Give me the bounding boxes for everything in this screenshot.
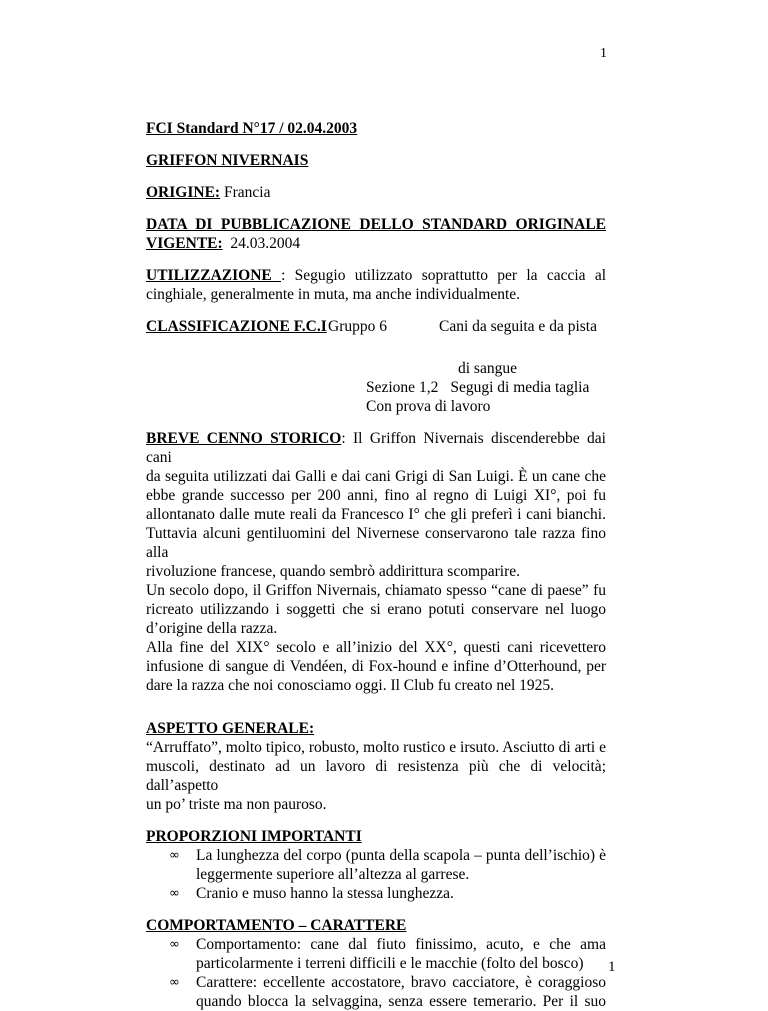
document-body (146, 119, 606, 1011)
history-label: BREVE CENNO STORICO (146, 430, 342, 447)
breed-name: GRIFFON NIVERNAIS (146, 152, 309, 169)
classification-label: CLASSIFICAZIONE F.C.I (146, 318, 327, 335)
classification-section (146, 317, 606, 416)
proportions-section (146, 827, 606, 903)
general-appearance-line: un po’ triste ma non pauroso. (146, 796, 327, 813)
list-item-text: Cranio e muso hanno la stessa lunghezza. (196, 885, 454, 902)
list-item-text: Comportamento: cane dal fiuto finissimo, acuto, e che ama (196, 936, 606, 953)
classification-group: Gruppo 6 (328, 318, 387, 335)
utilization-label: UTILIZZAZIONE (146, 267, 282, 284)
history-line: ricreato utilizzando i soggetti che si erano potuti conservare nel luogo (146, 601, 606, 618)
history-line: d’origine della razza. (146, 620, 278, 637)
list-item (169, 884, 606, 903)
history-line: ebbe grande successo per 200 anni, fino al regno di Luigi XI°, poi fu (146, 487, 606, 504)
history-line: infusione di sangue di Vendéen, di Fox-hound e infine d’Otterhound, per (146, 658, 606, 675)
classification-section-desc: Segugi di media taglia (450, 379, 590, 396)
list-item-text: particolarmente i terreni difficili e le macchie (folto del bosco) (196, 955, 584, 972)
history-line: Un secolo dopo, il Griffon Nivernais, chiamato spesso “cane di paese” fu (146, 582, 606, 599)
list-item-text: La lunghezza del corpo (punta della scapola – punta dell’ischio) è (196, 847, 606, 864)
list-item-text: Carattere: eccellente accostatore, bravo cacciatore, è coraggioso (196, 974, 606, 991)
list-item (169, 935, 606, 973)
general-appearance-section (146, 719, 606, 814)
history-line: rivoluzione francese, quando sembrò addirittura scomparire. (146, 563, 521, 580)
behavior-label: COMPORTAMENTO – CARATTERE (146, 917, 407, 934)
page-number-top: 1 (600, 46, 607, 61)
publication-value: 24.03.2004 (230, 235, 301, 252)
history-line: Alla fine del XIX° secolo e all’inizio del XX°, questi cani ricevettero (146, 639, 606, 656)
classification-group-desc: Cani da seguita e da pista (439, 318, 597, 335)
history-line: Tuttavia alcuni gentiluomini del Nivernese conservarono tale razza fino alla (146, 525, 606, 561)
history-line: : Il Griffon Nivernais discenderebbe dai cani (146, 430, 606, 466)
proportions-list (146, 846, 606, 903)
utilization-section (146, 266, 606, 304)
utilization-text-line2: cinghiale, generalmente in muta, ma anche individualmente. (146, 286, 521, 303)
classification-group-desc-cont: di sangue (458, 360, 517, 377)
history-line: da seguita utilizzati dai Galli e dai cani Grigi di San Luigi. È un cane che (146, 468, 606, 485)
origin-row (146, 183, 606, 202)
utilization-text-line1: : Segugio utilizzato soprattutto per la caccia al (281, 267, 607, 284)
infinity-bullet-icon: ∞ (169, 848, 180, 863)
publication-section (146, 215, 606, 253)
proportions-label: PROPORZIONI IMPORTANTI (146, 828, 362, 845)
behavior-section (146, 916, 606, 1011)
origin-value: Francia (224, 184, 271, 201)
standard-title: FCI Standard N°17 / 02.04.2003 (146, 120, 358, 137)
publication-label-line1: DATA DI PUBBLICAZIONE DELLO STANDARD ORIGINALE (146, 216, 606, 233)
history-section (146, 429, 606, 695)
infinity-bullet-icon: ∞ (169, 886, 180, 901)
general-appearance-line: “Arruffato”, molto tipico, robusto, molto rustico e irsuto. Asciutto di arti e (146, 739, 606, 756)
publication-label-line2: VIGENTE: (146, 235, 223, 252)
general-appearance-label: ASPETTO GENERALE: (146, 720, 315, 737)
list-item-text: leggermente superiore all’altezza al garrese. (196, 866, 470, 883)
history-line: allontanato dalle mute reali da Francesco I° che gli preferì i cani bianchi. (146, 506, 606, 523)
history-line: dare la razza che noi conosciamo oggi. Il Club fu creato nel 1925. (146, 677, 555, 694)
list-item (169, 846, 606, 884)
origin-label: ORIGINE: (146, 184, 221, 201)
infinity-bullet-icon: ∞ (169, 937, 180, 952)
behavior-list (146, 935, 606, 1011)
list-item-text: quando blocca la selvaggina, senza essere temerario. Per il suo (196, 993, 606, 1010)
page-number-bottom: 1 (608, 959, 616, 975)
list-item (169, 973, 606, 1011)
general-appearance-line: muscoli, destinato ad un lavoro di resistenza più che di velocità; dall’aspetto (146, 758, 606, 794)
classification-work-trial: Con prova di lavoro (366, 398, 491, 415)
infinity-bullet-icon: ∞ (169, 975, 180, 990)
classification-section-num: Sezione 1,2 (366, 379, 439, 396)
